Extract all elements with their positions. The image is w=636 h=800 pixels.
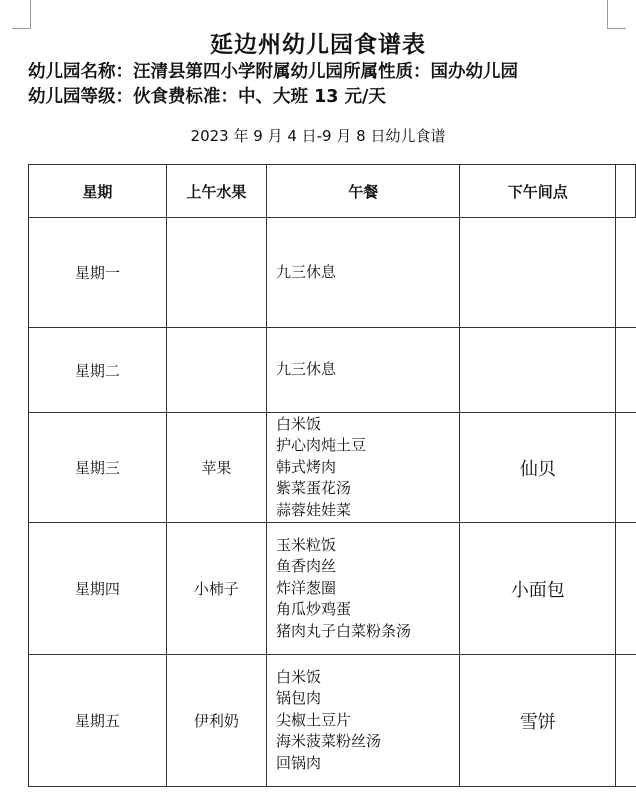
table-row: [29, 655, 636, 787]
page-corner-mark-left: [12, 0, 31, 29]
day-cell: 星期一: [29, 218, 167, 328]
fruit-cell: 苹果: [166, 413, 266, 523]
fruit-cell: 伊利奶: [166, 655, 266, 787]
lunch-dish: 护心肉炖土豆: [275, 436, 366, 455]
day-cell: 星期四: [29, 523, 167, 655]
lunch-dish: 回锅肉: [275, 753, 321, 772]
snack-cell: [460, 328, 616, 413]
lunch-dish: 韩式烤肉: [275, 457, 336, 476]
lunch-dish: 锅包肉: [275, 689, 321, 708]
day-cell: 星期三: [29, 413, 167, 523]
snack-cell: [460, 218, 616, 328]
column-header-snack: 下午间点: [460, 165, 616, 218]
table-row: [29, 413, 636, 523]
lunch-dish: 炸洋葱圈: [275, 578, 336, 597]
lunch-cell: [266, 218, 460, 328]
menu-table: [28, 164, 636, 787]
table-row: [29, 523, 636, 655]
table-edge-cell: [616, 165, 636, 218]
lunch-dish: 尖椒土豆片: [275, 710, 351, 729]
lunch-cell: [266, 328, 460, 413]
snack-cell: 仙贝: [460, 413, 616, 523]
table-edge-cell: [616, 328, 636, 413]
page-corner-mark-right: [607, 0, 626, 29]
lunch-dish: 海米菠菜粉丝汤: [275, 732, 381, 751]
table-edge-cell: [616, 218, 636, 328]
fruit-cell: 小柿子: [166, 523, 266, 655]
lunch-dish: 白米饭: [275, 414, 321, 433]
lunch-dish: 猪肉丸子白菜粉条汤: [275, 621, 411, 640]
lunch-dish: 紫菜蛋花汤: [275, 479, 351, 498]
day-cell: 星期二: [29, 328, 167, 413]
fruit-cell: [166, 328, 266, 413]
column-header-day: 星期: [29, 165, 167, 218]
lunch-dish: 九三休息: [275, 262, 336, 281]
table-edge-cell: [616, 523, 636, 655]
column-header-lunch: 午餐: [266, 165, 460, 218]
fruit-cell: [166, 218, 266, 328]
lunch-dish: 蒜蓉娃娃菜: [275, 500, 351, 519]
kindergarten-grade-line: 幼儿园等级：伙食费标准：中、大班 13 元/天: [28, 87, 386, 107]
table-edge-cell: [616, 655, 636, 787]
kindergarten-info-line: 幼儿园名称：汪清县第四小学附属幼儿园所属性质：国办幼儿园: [28, 62, 518, 82]
menu-date-range: 2023 年 9 月 4 日-9 月 8 日幼儿食谱: [190, 127, 446, 145]
lunch-dish: 玉米粒饭: [275, 535, 336, 554]
table-header-row: [29, 165, 636, 218]
column-header-fruit: 上午水果: [166, 165, 266, 218]
lunch-dish: 角瓜炒鸡蛋: [275, 600, 351, 619]
lunch-cell: [266, 413, 460, 523]
day-cell: 星期五: [29, 655, 167, 787]
table-row: [29, 328, 636, 413]
lunch-dish: 鱼香肉丝: [275, 557, 336, 576]
lunch-dish: 九三休息: [275, 360, 336, 379]
table-edge-cell: [616, 413, 636, 523]
table-row: [29, 218, 636, 328]
lunch-cell: [266, 655, 460, 787]
snack-cell: 小面包: [460, 523, 616, 655]
page-title: 延边州幼儿园食谱表: [210, 32, 426, 58]
lunch-cell: [266, 523, 460, 655]
snack-cell: 雪饼: [460, 655, 616, 787]
lunch-dish: 白米饭: [275, 667, 321, 686]
